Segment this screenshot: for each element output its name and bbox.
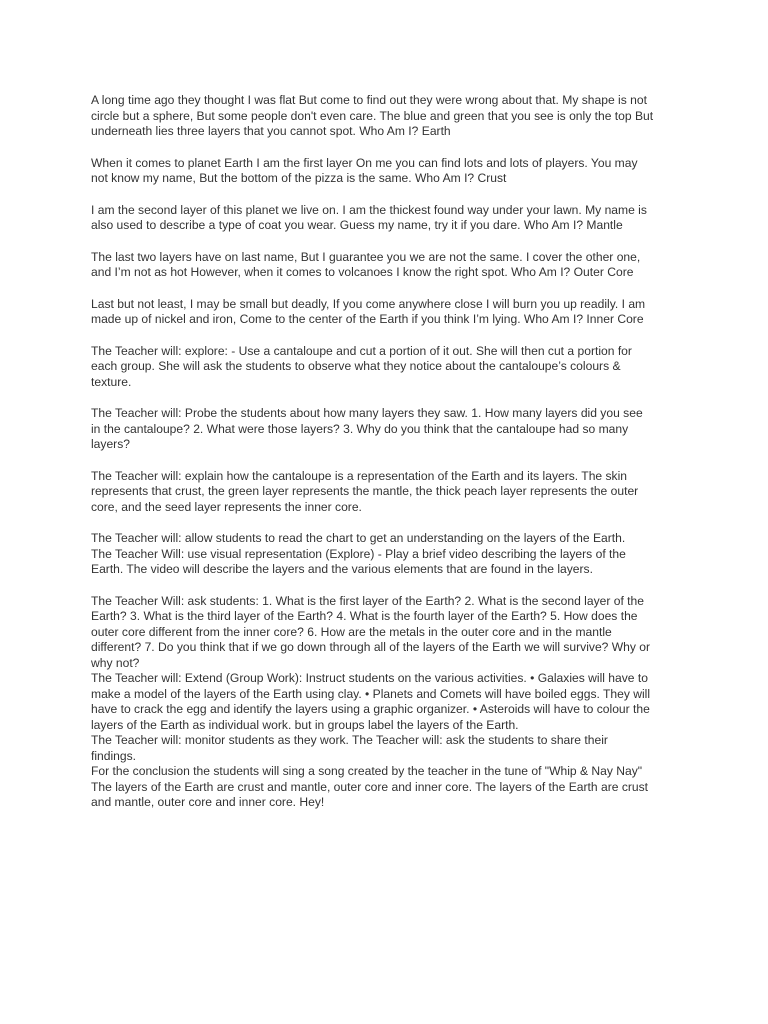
text-line: The Teacher Will: ask students: 1. What is the first layer of the Earth? 2. What is the second layer of the [91,593,644,608]
paragraph [91,250,681,281]
text-line: each group. She will ask the students to observe what they notice about the cantaloupe’s colours & [91,359,621,373]
text-line: Earth? 3. What is the third layer of the Earth? 4. What is the fourth layer of the Earth? 5. How does the [91,609,638,623]
text-line: The Teacher will: explain how the cantaloupe is a representation of the Earth and its layers. The skin [91,468,628,483]
text-line: The layers of the Earth are crust and mantle, outer core and inner core. The layers of the Earth are crust [91,779,649,794]
paragraph [91,297,681,328]
text-line: have to crack the egg and identify the layers using a graphic organizer. • Asteroids will have to colour the [91,702,650,716]
paragraph [91,469,681,516]
text-line: layers? [91,437,130,451]
paragraph [91,406,681,453]
text-line: made up of nickel and iron, Come to the center of the Earth if you think I’m lying. Who Am I? Inner Core [91,312,644,326]
text-line: The Teacher will: Extend (Group Work): Instruct students on the various activities. • Galaxies will have to [91,671,648,685]
text-line: The Teacher will: monitor students as they work. The Teacher will: ask the students to share their [91,733,608,747]
paragraph [91,156,681,187]
paragraph [91,594,681,734]
paragraph [91,203,681,234]
text-line: The Teacher Will: use visual representation (Explore) - Play a brief video describing the layers of the [91,546,626,561]
text-line: not know my name, But the bottom of the pizza is the same. Who Am I? Crust [91,171,507,185]
text-line: layers of the Earth as individual work. but in groups label the layers of the Earth. [91,717,519,732]
text-line: The Teacher will: Probe the students about how many layers they saw. 1. How many layers did you see [91,406,643,420]
document-page [91,93,681,827]
text-line: A long time ago they thought I was flat But come to find out they were wrong about that. My shape is not [91,93,647,107]
text-line: texture. [91,374,132,389]
paragraph [91,733,681,811]
text-line: circle but a sphere, But some people don't even care. The blue and green that you see is only the top But [91,108,654,123]
text-line: different? 7. Do you think that if we go down through all of the layers of the Earth we will survive? Why or [91,640,651,654]
text-line: findings. [91,748,137,763]
text-line: core, and the seed layer represents the inner core. [91,499,362,514]
paragraph [91,344,681,391]
text-line: For the conclusion the students will sing a song created by the teacher in the tune of "Whip & Nay Nay" [91,764,643,778]
text-line: When it comes to planet Earth I am the first layer On me you can find lots and lots of players. You may [91,155,638,170]
paragraph [91,531,681,578]
text-line: The last two layers have on last name, But I guarantee you we are not the same. I cover the other one, [91,249,641,264]
text-line: outer core different from the inner core? 6. How are the metals in the outer core and in the mantle [91,624,612,639]
text-line: represents that crust, the green layer represents the mantle, the thick peach layer represents the outer [91,484,639,498]
text-line: in the cantaloupe? 2. What were those layers? 3. Why do you think that the cantaloupe had so many [91,421,629,436]
text-line: underneath lies three layers that you cannot spot. Who Am I? Earth [91,124,451,138]
text-line: Earth. The video will describe the layers and the various elements that are found in the layers. [91,562,593,576]
text-line: also used to describe a type of coat you wear. Guess my name, try it if you dare. Who Am I? Mantle [91,218,623,232]
paragraph [91,93,681,140]
text-line: The Teacher will: allow students to read the chart to get an understanding on the layers of the Earth. [91,531,626,545]
text-line: and I’m not as hot However, when it comes to volcanoes I know the right spot. Who Am I? Outer Core [91,265,634,279]
text-line: I am the second layer of this planet we live on. I am the thickest found way under your lawn. My name is [91,202,647,217]
text-line: Last but not least, I may be small but deadly, If you come anywhere close I will burn you up readily. I am [91,296,646,311]
text-line: The Teacher will: explore: - Use a cantaloupe and cut a portion of it out. She will then cut a portion for [91,343,632,358]
text-line: and mantle, outer core and inner core. Hey! [91,795,325,809]
text-line: make a model of the layers of the Earth using clay. • Planets and Comets will have boiled eggs. They will [91,686,651,701]
text-line: why not? [91,655,140,670]
